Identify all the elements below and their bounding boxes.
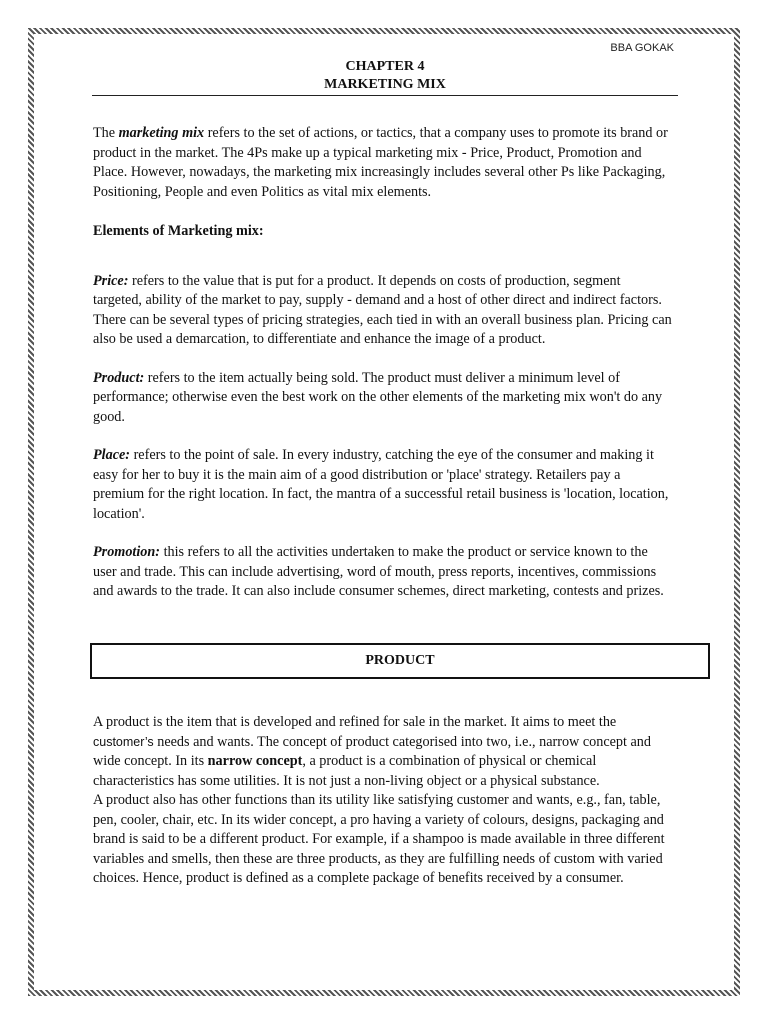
p1-text-a: A product is the item that is developed and refined for sale in the market. It aims to meet the	[93, 714, 617, 730]
header-tag: BBA GOKAK	[610, 42, 674, 54]
place-paragraph	[93, 446, 673, 524]
intro-text: refers to the set of actions, or tactics, that a company uses to promote its brand or product in the market. The 4Ps make up a typical marketing mix - Price, Product, Promotion and Place. However, nowadays, the marketing mix increasingly includes several other Ps like Packaging, Positioning, People and even Politics as vital mix elements.	[93, 125, 668, 200]
product-paragraph	[93, 369, 673, 428]
place-text: refers to the point of sale. In every industry, catching the eye of the consumer and making it easy for her to buy it is the main aim of a good distribution or 'place' strategy. Retailers pay a premium for the right location. In fact, the mantra of a successful retail business is 'location, location, location'.	[93, 447, 669, 522]
main-content	[93, 124, 673, 602]
price-term: Price:	[93, 272, 129, 289]
chapter-title: MARKETING MIX	[324, 77, 446, 92]
product-section-paragraph-1	[93, 713, 673, 791]
p1-narrow-concept: narrow concept	[207, 753, 303, 769]
elements-heading: Elements of Marketing mix:	[93, 223, 264, 239]
intro-term: marketing mix	[118, 125, 205, 141]
p1-text-b: needs and wants. The concept of product categorised into two, i.e., narrow concept and wide concept. In its	[93, 733, 651, 769]
product-section-content	[93, 713, 673, 889]
intro-paragraph	[93, 124, 673, 202]
promotion-text: this refers to all the activities undertaken to make the product or service known to the user and trade. This can include advertising, word of mouth, press reports, incentives, commissions and awards to the trade. It can also include consumer schemes, direct marketing, contests and prizes.	[93, 544, 664, 599]
p1-customers: customer’s	[93, 734, 154, 749]
heading-rule	[92, 95, 678, 96]
p1-text-c: , a product is a combination of physical or chemical characteristics has some utilities. It is not just a non-living object or a physical substance.	[93, 753, 600, 789]
promotion-paragraph	[93, 543, 673, 602]
product-section-paragraph-2: A product also has other functions than its utility like satisfying customer and wants, e.g., fan, table, pen, cooler, chair, etc. In its wider concept, a pro having a variety of colours, designs, packaging and brand is said to be a different product. For example, if a shampoo is made available in three different variables and smells, then these are three products, as they are fulfilling needs of custom with varied choices. Hence, product is defined as a complete package of benefits received by a consumer.	[93, 792, 665, 886]
chapter-number: CHAPTER 4	[345, 59, 425, 74]
product-term: Product:	[93, 369, 145, 386]
price-text: refers to the value that is put for a product. It depends on costs of production, segment targeted, ability of the market to pay, supply - demand and a host of other direct and indirect factors. There can be several types of pricing strategies, each tied in with an overall business plan. Pricing can also be used a demarcation, to differentiate and enhance the image of a product.	[93, 272, 672, 347]
product-section-box	[90, 643, 710, 679]
promotion-term: Promotion:	[93, 544, 161, 560]
chapter-heading	[92, 58, 678, 94]
price-paragraph	[93, 272, 673, 350]
product-section-title: PRODUCT	[365, 653, 435, 668]
place-term: Place:	[93, 447, 131, 463]
product-text: refers to the item actually being sold. The product must deliver a minimum level of performance; otherwise even the best work on the other elements of the marketing mix won't do any good.	[93, 369, 663, 425]
intro-start: The	[93, 125, 119, 141]
